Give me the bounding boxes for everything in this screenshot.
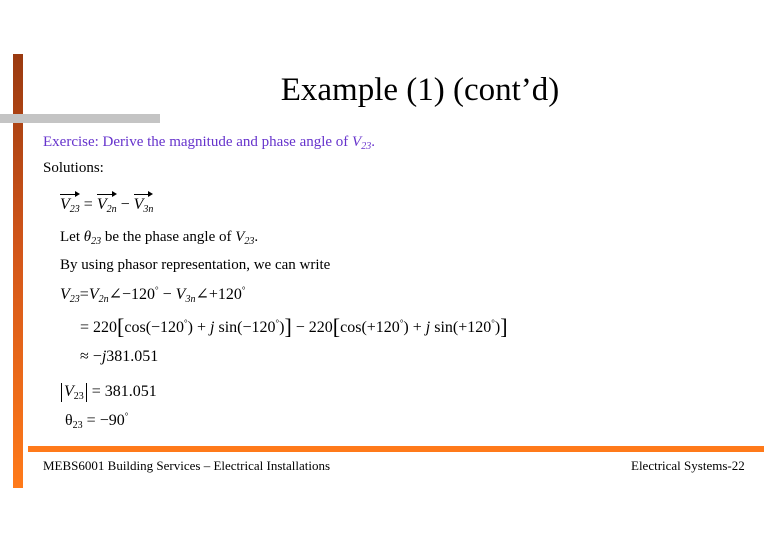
footer-course: MEBS6001 Building Services – Electrical Installations bbox=[43, 458, 331, 473]
vector-v2n: $V_{2n}$ bbox=[96, 196, 117, 215]
vector-v3n: $V_{3n}$ bbox=[133, 196, 154, 215]
phase-result: $\theta_{23} = -90^\circ$ bbox=[65, 411, 129, 431]
vector-equation: $V_{23} = V_{2n} - V_{3n}$ bbox=[60, 196, 154, 215]
footer-page: Electrical Systems-22 bbox=[631, 458, 745, 473]
title-gray-bar bbox=[0, 114, 160, 123]
phasor-intro-line: By using phasor representation, we can write bbox=[60, 257, 331, 273]
approx-result: ≈ −j381.051 bbox=[80, 348, 159, 365]
let-theta-line: Let $\theta_{23}$ be the phase angle of $V_{23}$. bbox=[60, 229, 259, 247]
footer-orange-bar bbox=[28, 446, 764, 452]
phasor-equation: $V_{23}=V_{2n}\angle-120^\circ$ − $V_{3n}\angle+120^\circ$ bbox=[60, 285, 246, 305]
magnitude-result: $V_{23} = 381.051$ bbox=[60, 383, 157, 402]
solutions-label: Solutions: bbox=[43, 160, 104, 176]
expanded-equation: = 220[cos(−120°) + j sin(−120°)] − 220[cos(+120°) + j sin(+120°)] bbox=[80, 314, 508, 339]
vector-v23: $V_{23}$ bbox=[60, 196, 80, 215]
slide-title: Example (1) (cont’d) bbox=[280, 72, 560, 108]
exercise-statement: Exercise: Derive the magnitude and phase angle of $V_{23}$. bbox=[43, 134, 375, 152]
